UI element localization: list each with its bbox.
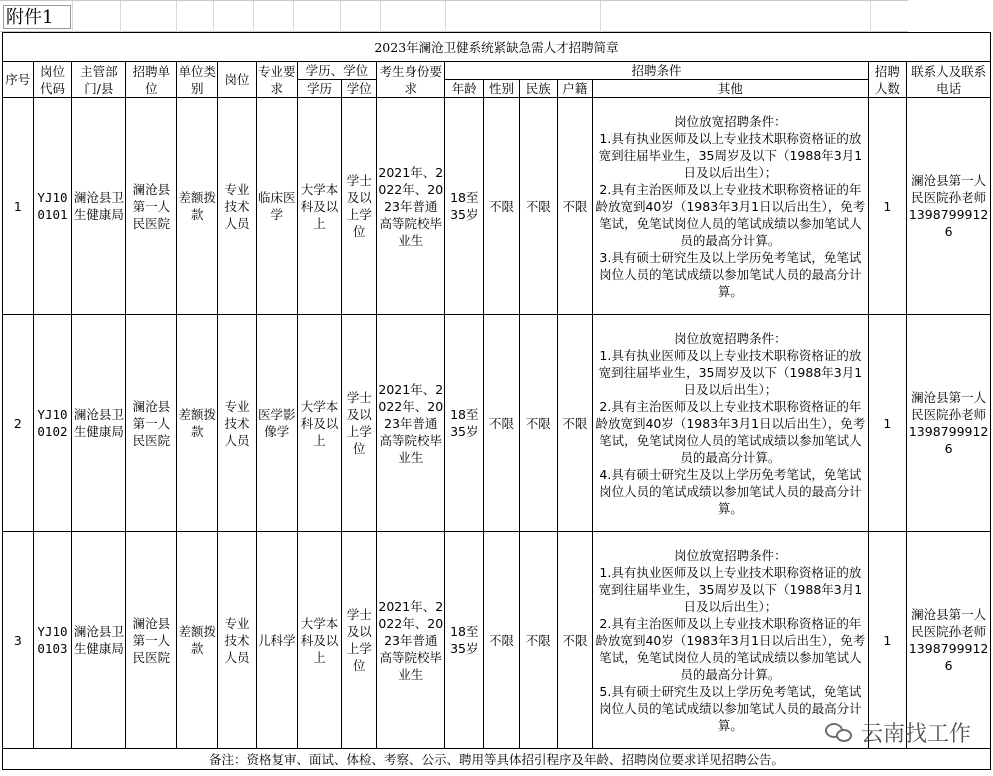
cell-degree[interactable]: 学士及以上学位	[342, 315, 377, 532]
cell-hukou[interactable]: 不限	[557, 315, 593, 532]
header-post: 岗位	[218, 62, 257, 98]
cell-unit-type[interactable]: 差额拨款	[177, 315, 218, 532]
grid-line	[340, 1, 341, 33]
cell-post-code[interactable]: YJ100101	[33, 98, 72, 315]
header-count: 招聘人数	[868, 62, 907, 98]
page-title: 2023年澜沧卫健系统紧缺急需人才招聘简章	[3, 33, 991, 62]
cell-post-code[interactable]: YJ100103	[33, 532, 72, 749]
cell-major[interactable]: 临床医学	[256, 98, 297, 315]
attachment-row	[0, 0, 908, 32]
grid-line	[176, 1, 177, 33]
cell-ethnicity[interactable]: 不限	[519, 532, 557, 749]
cell-count[interactable]: 1	[868, 532, 907, 749]
cell-major[interactable]: 儿科学	[256, 532, 297, 749]
cell-hukou[interactable]: 不限	[557, 98, 593, 315]
cell-identity[interactable]: 2021年、2022年、2023年普通高等院校毕业生	[377, 315, 445, 532]
grid-line	[293, 1, 294, 33]
cell-gender[interactable]: 不限	[484, 532, 520, 749]
table-row	[3, 532, 991, 749]
grid-line	[380, 1, 381, 33]
cell-dept[interactable]: 澜沧县卫生健康局	[72, 532, 126, 749]
cell-dept[interactable]: 澜沧县卫生健康局	[72, 98, 126, 315]
cell-seq[interactable]: 2	[3, 315, 34, 532]
watermark	[825, 717, 971, 748]
cell-other[interactable]: 岗位放宽招聘条件： 1.具有执业医师及以上专业技术职称资格证的放宽到往届毕业生，35周岁及以下（1988年3月1日及以后出生）； 2.具有主治医师及以上专业技术职称资格证的年龄放宽到40岁（1983年3月1日以后出生），免考笔试，免笔试岗位人员的笔试成绩以参加笔试人员的最高分计算。 4.具有硕士研究生及以上学历免考笔试，免笔试岗位人员的笔试成绩以参加笔试人员的最高分计算。	[593, 315, 868, 532]
cell-post[interactable]: 专业技术人员	[218, 98, 257, 315]
cell-unit[interactable]: 澜沧县第一人民医院	[126, 98, 177, 315]
grid-line	[445, 1, 446, 33]
cell-post[interactable]: 专业技术人员	[218, 532, 257, 749]
cell-seq[interactable]: 3	[3, 532, 34, 749]
wechat-icon	[825, 721, 855, 745]
cell-unit[interactable]: 澜沧县第一人民医院	[126, 315, 177, 532]
attachment-label[interactable]: 附件1	[3, 5, 71, 29]
header-unit-type: 单位类别	[178, 63, 216, 96]
cell-unit-type[interactable]: 差额拨款	[177, 532, 218, 749]
cell-edu[interactable]: 大学本科及以上	[297, 315, 342, 532]
cell-contact[interactable]: 澜沧县第一人民医院孙老师13987999126	[907, 315, 991, 532]
header-degree: 学位	[342, 80, 377, 98]
cell-identity[interactable]: 2021年、2022年、2023年普通高等院校毕业生	[377, 98, 445, 315]
header-gender: 性别	[484, 80, 520, 98]
header-seq: 序号	[3, 62, 34, 98]
grid-line	[600, 1, 601, 33]
cell-contact[interactable]: 澜沧县第一人民医院孙老师13987999126	[907, 532, 991, 749]
cell-gender[interactable]: 不限	[484, 98, 520, 315]
cell-post[interactable]: 专业技术人员	[218, 315, 257, 532]
grid-line	[253, 1, 254, 33]
header-other: 其他	[593, 80, 868, 98]
grid-line	[213, 1, 214, 33]
cell-edu[interactable]: 大学本科及以上	[297, 532, 342, 749]
header-age: 年龄	[445, 80, 484, 98]
cell-ethnicity[interactable]: 不限	[519, 315, 557, 532]
header-edu: 学历	[297, 80, 342, 98]
grid-line	[72, 1, 73, 33]
header-identity: 考生身份要求	[377, 62, 445, 98]
cell-post-code[interactable]: YJ100102	[33, 315, 72, 532]
header-major: 专业要求	[257, 63, 296, 96]
cell-dept[interactable]: 澜沧县卫生健康局	[72, 315, 126, 532]
header-contact: 联系人及联系电话	[907, 62, 991, 98]
header-dept: 主管部门/县	[72, 62, 126, 98]
cell-age[interactable]: 18至35岁	[445, 315, 484, 532]
header-ethnicity: 民族	[519, 80, 557, 98]
header-edu-group: 学历、学位	[297, 62, 377, 80]
cell-count[interactable]: 1	[868, 98, 907, 315]
header-post-code: 岗位代码	[33, 62, 72, 98]
watermark-text: 云南找工作	[860, 722, 971, 747]
grid-line	[120, 1, 121, 33]
cell-other[interactable]: 岗位放宽招聘条件： 1.具有执业医师及以上专业技术职称资格证的放宽到往届毕业生，35周岁及以下（1988年3月1日及以后出生）； 2.具有主治医师及以上专业技术职称资格证的年龄放宽到40岁（1983年3月1日以后出生），免考笔试，免笔试岗位人员的笔试成绩以参加笔试人员的最高分计算。 3.具有硕士研究生及以上学历免考笔试，免笔试岗位人员的笔试成绩以参加笔试人员的最高分计算。	[593, 98, 868, 315]
cell-hukou[interactable]: 不限	[557, 532, 593, 749]
cell-age[interactable]: 18至35岁	[445, 98, 484, 315]
cell-unit-type[interactable]: 差额拨款	[177, 98, 218, 315]
cell-identity[interactable]: 2021年、2022年、2023年普通高等院校毕业生	[377, 532, 445, 749]
cell-age[interactable]: 18至35岁	[445, 532, 484, 749]
cell-unit[interactable]: 澜沧县第一人民医院	[126, 532, 177, 749]
cell-gender[interactable]: 不限	[484, 315, 520, 532]
footnote: 备注：资格复审、面试、体检、考察、公示、聘用等具体招引程序及年龄、招聘岗位要求详见招聘公告。	[3, 749, 991, 770]
cell-other[interactable]: 岗位放宽招聘条件： 1.具有执业医师及以上专业技术职称资格证的放宽到往届毕业生，35周岁及以下（1988年3月1日及以后出生）； 2.具有主治医师及以上专业技术职称资格证的年龄放宽到40岁（1983年3月1日以后出生），免考笔试，免笔试岗位人员的笔试成绩以参加笔试人员的最高分计算。 5.具有硕士研究生及以上学历免考笔试，免笔试岗位人员的笔试成绩以参加笔试人员的最高分计算。	[593, 532, 868, 749]
grid-line	[870, 1, 871, 33]
table-row	[3, 98, 991, 315]
cell-major[interactable]: 医学影像学	[256, 315, 297, 532]
cell-contact[interactable]: 澜沧县第一人民医院孙老师13987999126	[907, 98, 991, 315]
cell-degree[interactable]: 学士及以上学位	[342, 532, 377, 749]
cell-degree[interactable]: 学士及以上学位	[342, 98, 377, 315]
header-unit: 招聘单位	[126, 62, 177, 98]
cell-ethnicity[interactable]: 不限	[519, 98, 557, 315]
header-conditions: 招聘条件	[445, 62, 868, 80]
table-row	[3, 315, 991, 532]
cell-count[interactable]: 1	[868, 315, 907, 532]
header-hukou: 户籍	[557, 80, 593, 98]
cell-seq[interactable]: 1	[3, 98, 34, 315]
recruitment-table	[2, 32, 991, 770]
cell-edu[interactable]: 大学本科及以上	[297, 98, 342, 315]
